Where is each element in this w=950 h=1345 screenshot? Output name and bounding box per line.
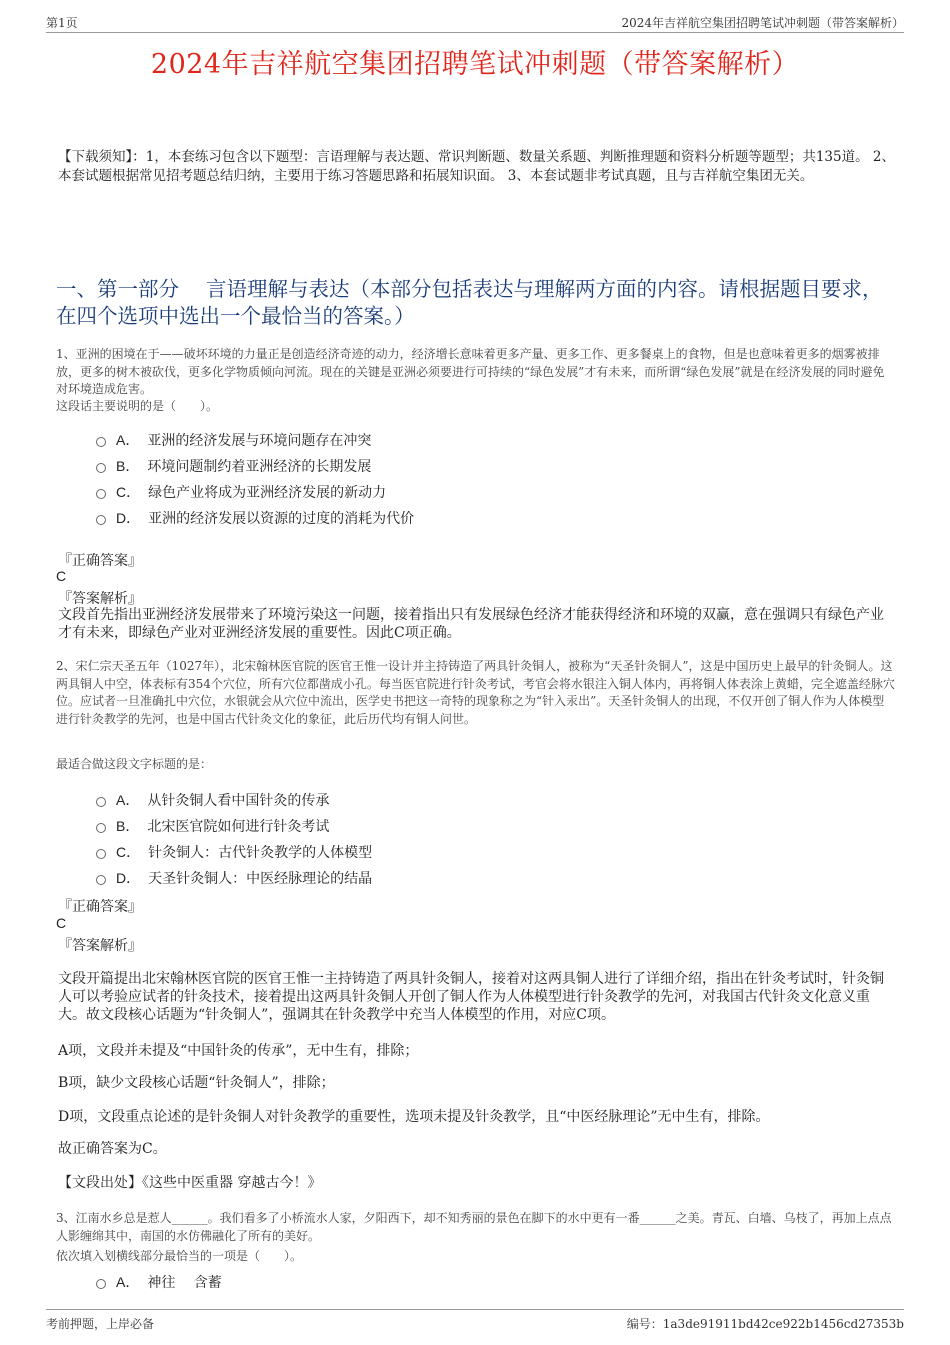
question-1-option-b[interactable]: B． 环境问题制约着亚洲经济的长期发展 xyxy=(96,456,371,476)
question-2-note-d: D项，文段重点论述的是针灸铜人对针灸教学的重要性，选项未提及针灸教学，且“中医经脉理论”无中生有，排除。 xyxy=(58,1109,770,1125)
question-2-analysis-label: 『答案解析』 xyxy=(58,938,142,954)
question-2-text: 2、宋仁宗天圣五年（1027年），北宋翰林医官院的医官王惟一设计并主持铸造了两具针灸铜人，被称为“天圣针灸铜人”，这是中国历史上最早的针灸铜人。这两具铜人中空，体表标有354个穴位，所有穴位都凿成小孔。每当医官院进行针灸考试，考官会将水银注入铜人体内，再将铜人体表涂上黄蜡，完全遮盖经脉穴位。应试者一旦准确扎中穴位，水银就会从穴位中流出，医学史书把这一奇特的现象称之为“针入汞出”。天圣针灸铜人的出现，不仅开创了铜人作为人体模型进行针灸教学的先河，也是中国古代针灸文化的象征，此后历代均有铜人问世。 xyxy=(56,659,895,726)
question-2-prompt: 最适合做这段文字标题的是： xyxy=(56,757,213,771)
question-2-option-b[interactable]: B． 北宋医官院如何进行针灸考试 xyxy=(96,816,329,836)
question-1-answer: C xyxy=(56,568,67,584)
header-doc-title: 2024年吉祥航空集团招聘笔试冲刺题（带答案解析） xyxy=(621,16,904,30)
question-3-text: 3、江南水乡总是惹人______。我们看多了小桥流水人家，夕阳西下，却不知秀丽的景色在脚下的水中更有一番______之美。青瓦、白墙、乌枝了，再加上点点人影缠绵其中，南国的水仿佛融化了所有的美好。 xyxy=(56,1211,892,1243)
radio-icon[interactable] xyxy=(96,463,106,473)
footer-slogan: 考前押题，上岸必备 xyxy=(46,1317,155,1331)
radio-icon[interactable] xyxy=(96,515,106,525)
page-number: 第1页 xyxy=(46,16,78,30)
question-2-answer: C xyxy=(56,915,67,931)
question-2-note-a: A项，文段并未提及“中国针灸的传承”，无中生有，排除； xyxy=(58,1043,419,1059)
download-notice: 【下载须知】：1，本套练习包含以下题型：言语理解与表达题、常识判断题、数量关系题、判断推理题和资料分析题等题型；共135道。 2、本套试题根据常见招考题总结归纳，主要用于练习答题思路和拓展知识面。 3、本套试题非考试真题，且与吉祥航空集团无关。 xyxy=(58,149,895,184)
question-1-analysis-label: 『答案解析』 xyxy=(58,591,142,607)
question-3-option-a[interactable]: A． 神往 含蓄 xyxy=(96,1272,222,1292)
question-1-option-a[interactable]: A． 亚洲的经济发展与环境问题存在冲突 xyxy=(96,430,371,450)
question-1-text: 1、亚洲的困境在于——破坏环境的力量正是创造经济奇迹的动力，经济增长意味着更多产量、更多工作、更多餐桌上的食物，但是也意味着更多的烟雾被排放，更多的树木被砍伐，更多化学物质倾向河流。现在的关键是亚洲必须要进行可持续的“绿色发展”才有未来，而所谓“绿色发展”就是在经济发展的同时避免对环境造成危害。 xyxy=(56,347,885,396)
question-2-conclusion: 故正确答案为C。 xyxy=(58,1141,167,1157)
radio-icon[interactable] xyxy=(96,797,106,807)
question-1-answer-label: 『正确答案』 xyxy=(58,553,142,569)
question-2-option-d[interactable]: D． 天圣针灸铜人：中医经脉理论的结晶 xyxy=(96,868,372,888)
radio-icon[interactable] xyxy=(96,823,106,833)
question-2-option-c[interactable]: C． 针灸铜人：古代针灸教学的人体模型 xyxy=(96,842,372,862)
question-1-prompt: 这段话主要说明的是（ ）。 xyxy=(56,399,219,413)
document-title: 2024年吉祥航空集团招聘笔试冲刺题（带答案解析） xyxy=(150,49,800,80)
footer-doc-id: 编号：1a3de91911bd42ce922b1456cd27353b xyxy=(626,1317,904,1331)
radio-icon[interactable] xyxy=(96,489,106,499)
radio-icon[interactable] xyxy=(96,875,106,885)
question-1-option-d[interactable]: D． 亚洲的经济发展以资源的过度的消耗为代价 xyxy=(96,508,414,528)
footer-divider xyxy=(46,1309,904,1310)
question-2-option-a[interactable]: A． 从针灸铜人看中国针灸的传承 xyxy=(96,790,329,810)
section-heading: 一、第一部分 言语理解与表达（本部分包括表达与理解两方面的内容。请根据题目要求，在四个选项中选出一个最恰当的答案。） xyxy=(56,277,883,328)
question-1-option-c[interactable]: C． 绿色产业将成为亚洲经济发展的新动力 xyxy=(96,482,386,502)
question-2-source: 【文段出处】《这些中医重器 穿越古今！》 xyxy=(58,1175,322,1191)
radio-icon[interactable] xyxy=(96,849,106,859)
page-header xyxy=(46,14,904,33)
radio-icon[interactable] xyxy=(96,437,106,447)
radio-icon[interactable] xyxy=(96,1279,106,1289)
question-1-analysis: 文段首先指出亚洲经济发展带来了环境污染这一问题，接着指出只有发展绿色经济才能获得经济和环境的双赢，意在强调只有绿色产业才有未来，即绿色产业对亚洲经济发展的重要性。因此C项正确。 xyxy=(58,607,884,641)
question-2-analysis: 文段开篇提出北宋翰林医官院的医官王惟一主持铸造了两具针灸铜人，接着对这两具铜人进行了详细介绍，指出在针灸考试时，针灸铜人可以考验应试者的针灸技术，接着提出这两具针灸铜人开创了铜人作为人体模型进行针灸教学的先河，对我国古代针灸文化意义重大。故文段核心话题为“针灸铜人”，强调其在针灸教学中充当人体模型的作用，对应C项。 xyxy=(58,971,884,1023)
question-2-answer-label: 『正确答案』 xyxy=(58,899,142,915)
question-2-note-b: B项，缺少文段核心话题“针灸铜人”，排除； xyxy=(58,1075,335,1091)
question-3-prompt: 依次填入划横线部分最恰当的一项是（ ）。 xyxy=(56,1249,303,1263)
